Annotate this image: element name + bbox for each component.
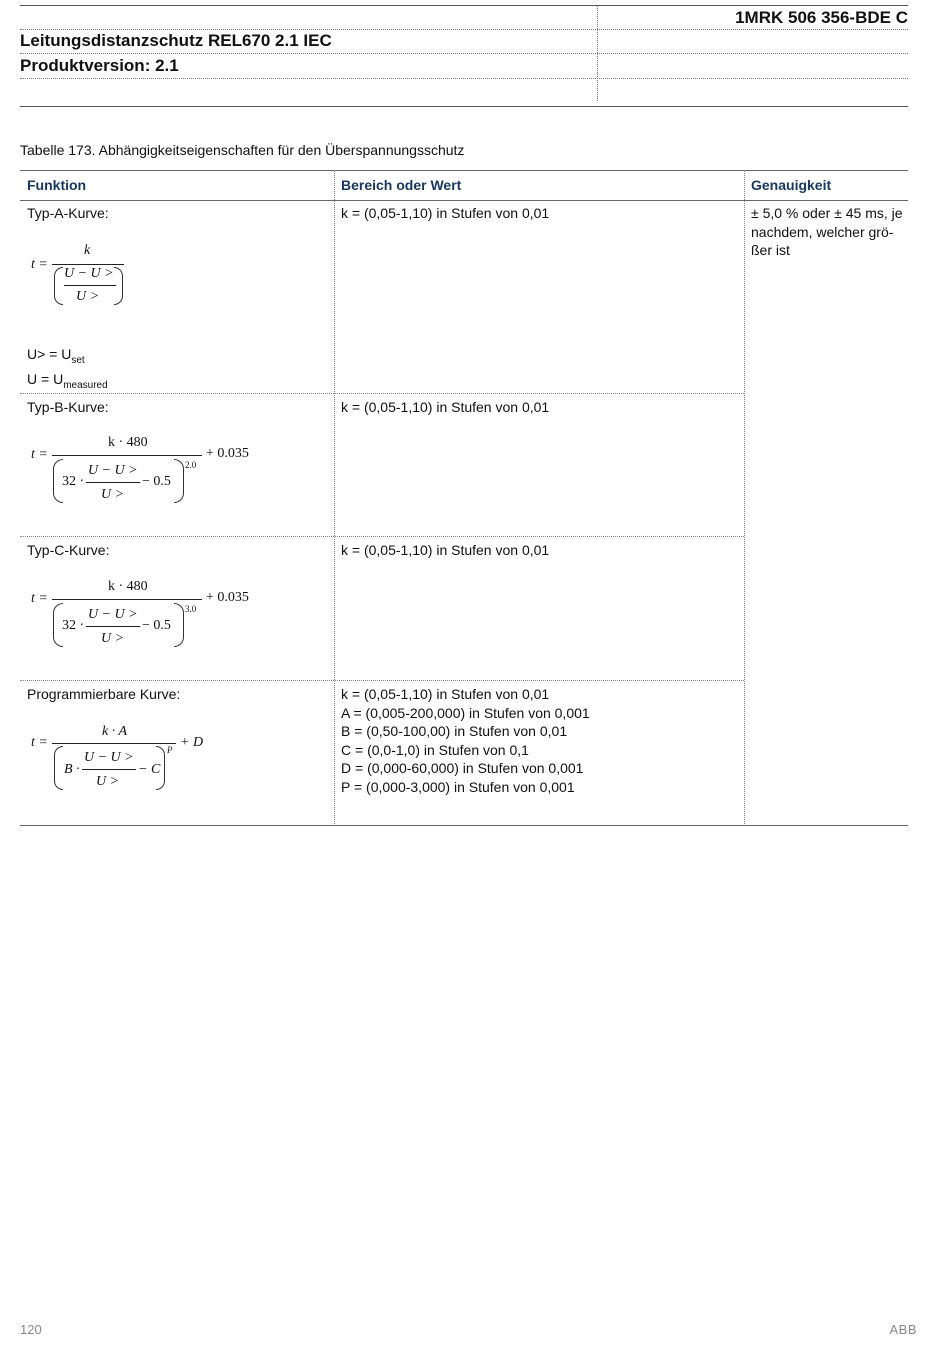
- formula-lhs: t =: [31, 257, 48, 272]
- formula-inner-denominator: U >: [76, 289, 100, 304]
- row-divider: [20, 536, 744, 537]
- formula-inner-numerator: U − U >: [64, 266, 114, 281]
- column-divider: [334, 170, 335, 826]
- row-divider: [20, 393, 744, 394]
- column-header-range: Bereich oder Wert: [341, 177, 462, 193]
- range-cell: [341, 541, 549, 560]
- fraction-bar: [52, 599, 202, 600]
- range-line: D = (0,000-60,000) in Stufen von 0,001: [341, 760, 584, 777]
- range-line: A = (0,005-200,000) in Stufen von 0,001: [341, 704, 590, 721]
- range-line: k = (0,05-1,10) in Stufen von 0,01: [341, 399, 550, 415]
- formula-subtrahend: − 0.5: [142, 474, 171, 489]
- function-label: Typ-B-Kurve:: [27, 399, 109, 415]
- range-cell: [341, 204, 549, 223]
- header-bottom-rule: [20, 106, 908, 107]
- formula-exponent: P: [167, 745, 173, 755]
- range-line: k = (0,05-1,10) in Stufen von 0,01: [341, 686, 550, 702]
- row-divider: [20, 680, 744, 681]
- formula-lhs: t =: [31, 735, 48, 750]
- formula-lhs: t =: [31, 591, 48, 606]
- table-header-row: [20, 170, 908, 201]
- document-title: Leitungsdistanzschutz REL670 2.1 IEC: [20, 31, 332, 50]
- definition-line: $U = U_{measured}$: [27, 371, 108, 392]
- column-header-function: Funktion: [27, 177, 87, 193]
- paren-right: [174, 459, 184, 503]
- formula-exponent: 2.0: [185, 460, 197, 470]
- fraction-bar: [52, 455, 202, 456]
- formula-coefficient: 32 ·: [62, 618, 85, 633]
- accuracy-cell: [751, 204, 903, 260]
- formula-subtrahend: − C: [138, 762, 161, 777]
- formula-addend: + 0.035: [206, 446, 249, 461]
- accuracy-line: ßer ist: [751, 242, 790, 259]
- formula-numerator: k · 480: [108, 435, 148, 450]
- accuracy-line: ± 5,0 % oder ± 45 ms, je: [751, 205, 903, 221]
- document-id: 1MRK 506 356-BDE C: [735, 8, 908, 27]
- accuracy-line: nachdem, welcher grö-: [751, 223, 894, 240]
- formula-numerator: k · A: [102, 724, 128, 739]
- formula-type-a: [28, 240, 148, 310]
- abb-logo: ABB: [889, 1322, 917, 1337]
- range-line: k = (0,05-1,10) in Stufen von 0,01: [341, 205, 550, 221]
- fraction-bar: [86, 626, 140, 627]
- column-divider: [744, 170, 745, 826]
- header-divider: [20, 29, 908, 30]
- paren-right: [156, 746, 165, 790]
- table-caption: Tabelle 173. Abhängigkeitseigenschaften für den Überspannungsschutz: [20, 142, 465, 158]
- paren-right: [174, 603, 184, 647]
- formula-type-c: [28, 576, 268, 656]
- paren-left: [54, 746, 63, 790]
- formula-inner-denominator: U >: [101, 631, 125, 646]
- range-cell: [341, 398, 549, 417]
- paren-left: [54, 267, 63, 305]
- formula-programmable: [28, 724, 228, 804]
- fraction-bar: [52, 743, 176, 744]
- range-line: C = (0,0-1,0) in Stufen von 0,1: [341, 741, 529, 758]
- fraction-bar: [86, 482, 140, 483]
- page-header: [20, 5, 908, 107]
- fraction-bar: [82, 769, 136, 770]
- range-line: k = (0,05-1,10) in Stufen von 0,01: [341, 542, 550, 558]
- function-label: Typ-C-Kurve:: [27, 542, 110, 558]
- table-bottom-rule: [20, 825, 908, 826]
- formula-inner-numerator: U − U >: [84, 750, 134, 765]
- definition-notes: [27, 345, 108, 396]
- range-line: P = (0,000-3,000) in Stufen von 0,001: [341, 778, 575, 795]
- page-number: 120: [20, 1322, 42, 1337]
- formula-inner-numerator: U − U >: [88, 463, 138, 478]
- definition-line: $U> = U_{set}$: [27, 346, 85, 366]
- formula-inner-denominator: U >: [96, 774, 120, 789]
- formula-coefficient: B ·: [64, 762, 80, 777]
- function-label: Typ-A-Kurve:: [27, 205, 109, 221]
- formula-lhs: t =: [31, 447, 48, 462]
- formula-addend: + D: [180, 735, 204, 750]
- header-divider: [20, 78, 908, 79]
- formula-numerator: k: [84, 243, 91, 258]
- formula-subtrahend: − 0.5: [142, 618, 171, 633]
- formula-inner-denominator: U >: [101, 487, 125, 502]
- function-label: Programmierbare Kurve:: [27, 686, 181, 702]
- range-cell: [341, 685, 590, 797]
- formula-inner-numerator: U − U >: [88, 607, 138, 622]
- paren-right: [114, 267, 123, 305]
- formula-exponent: 3.0: [185, 604, 197, 614]
- formula-type-b: [28, 432, 268, 512]
- fraction-bar: [64, 285, 116, 286]
- formula-coefficient: 32 ·: [62, 474, 85, 489]
- fraction-bar: [52, 264, 124, 265]
- formula-numerator: k · 480: [108, 579, 148, 594]
- header-divider: [20, 53, 908, 54]
- header-column-divider: [597, 5, 598, 101]
- range-line: B = (0,50-100,00) in Stufen von 0,01: [341, 723, 568, 740]
- column-header-accuracy: Genauigkeit: [751, 177, 832, 193]
- formula-addend: + 0.035: [206, 590, 249, 605]
- product-version: Produktversion: 2.1: [20, 56, 179, 75]
- header-top-rule: [20, 5, 908, 6]
